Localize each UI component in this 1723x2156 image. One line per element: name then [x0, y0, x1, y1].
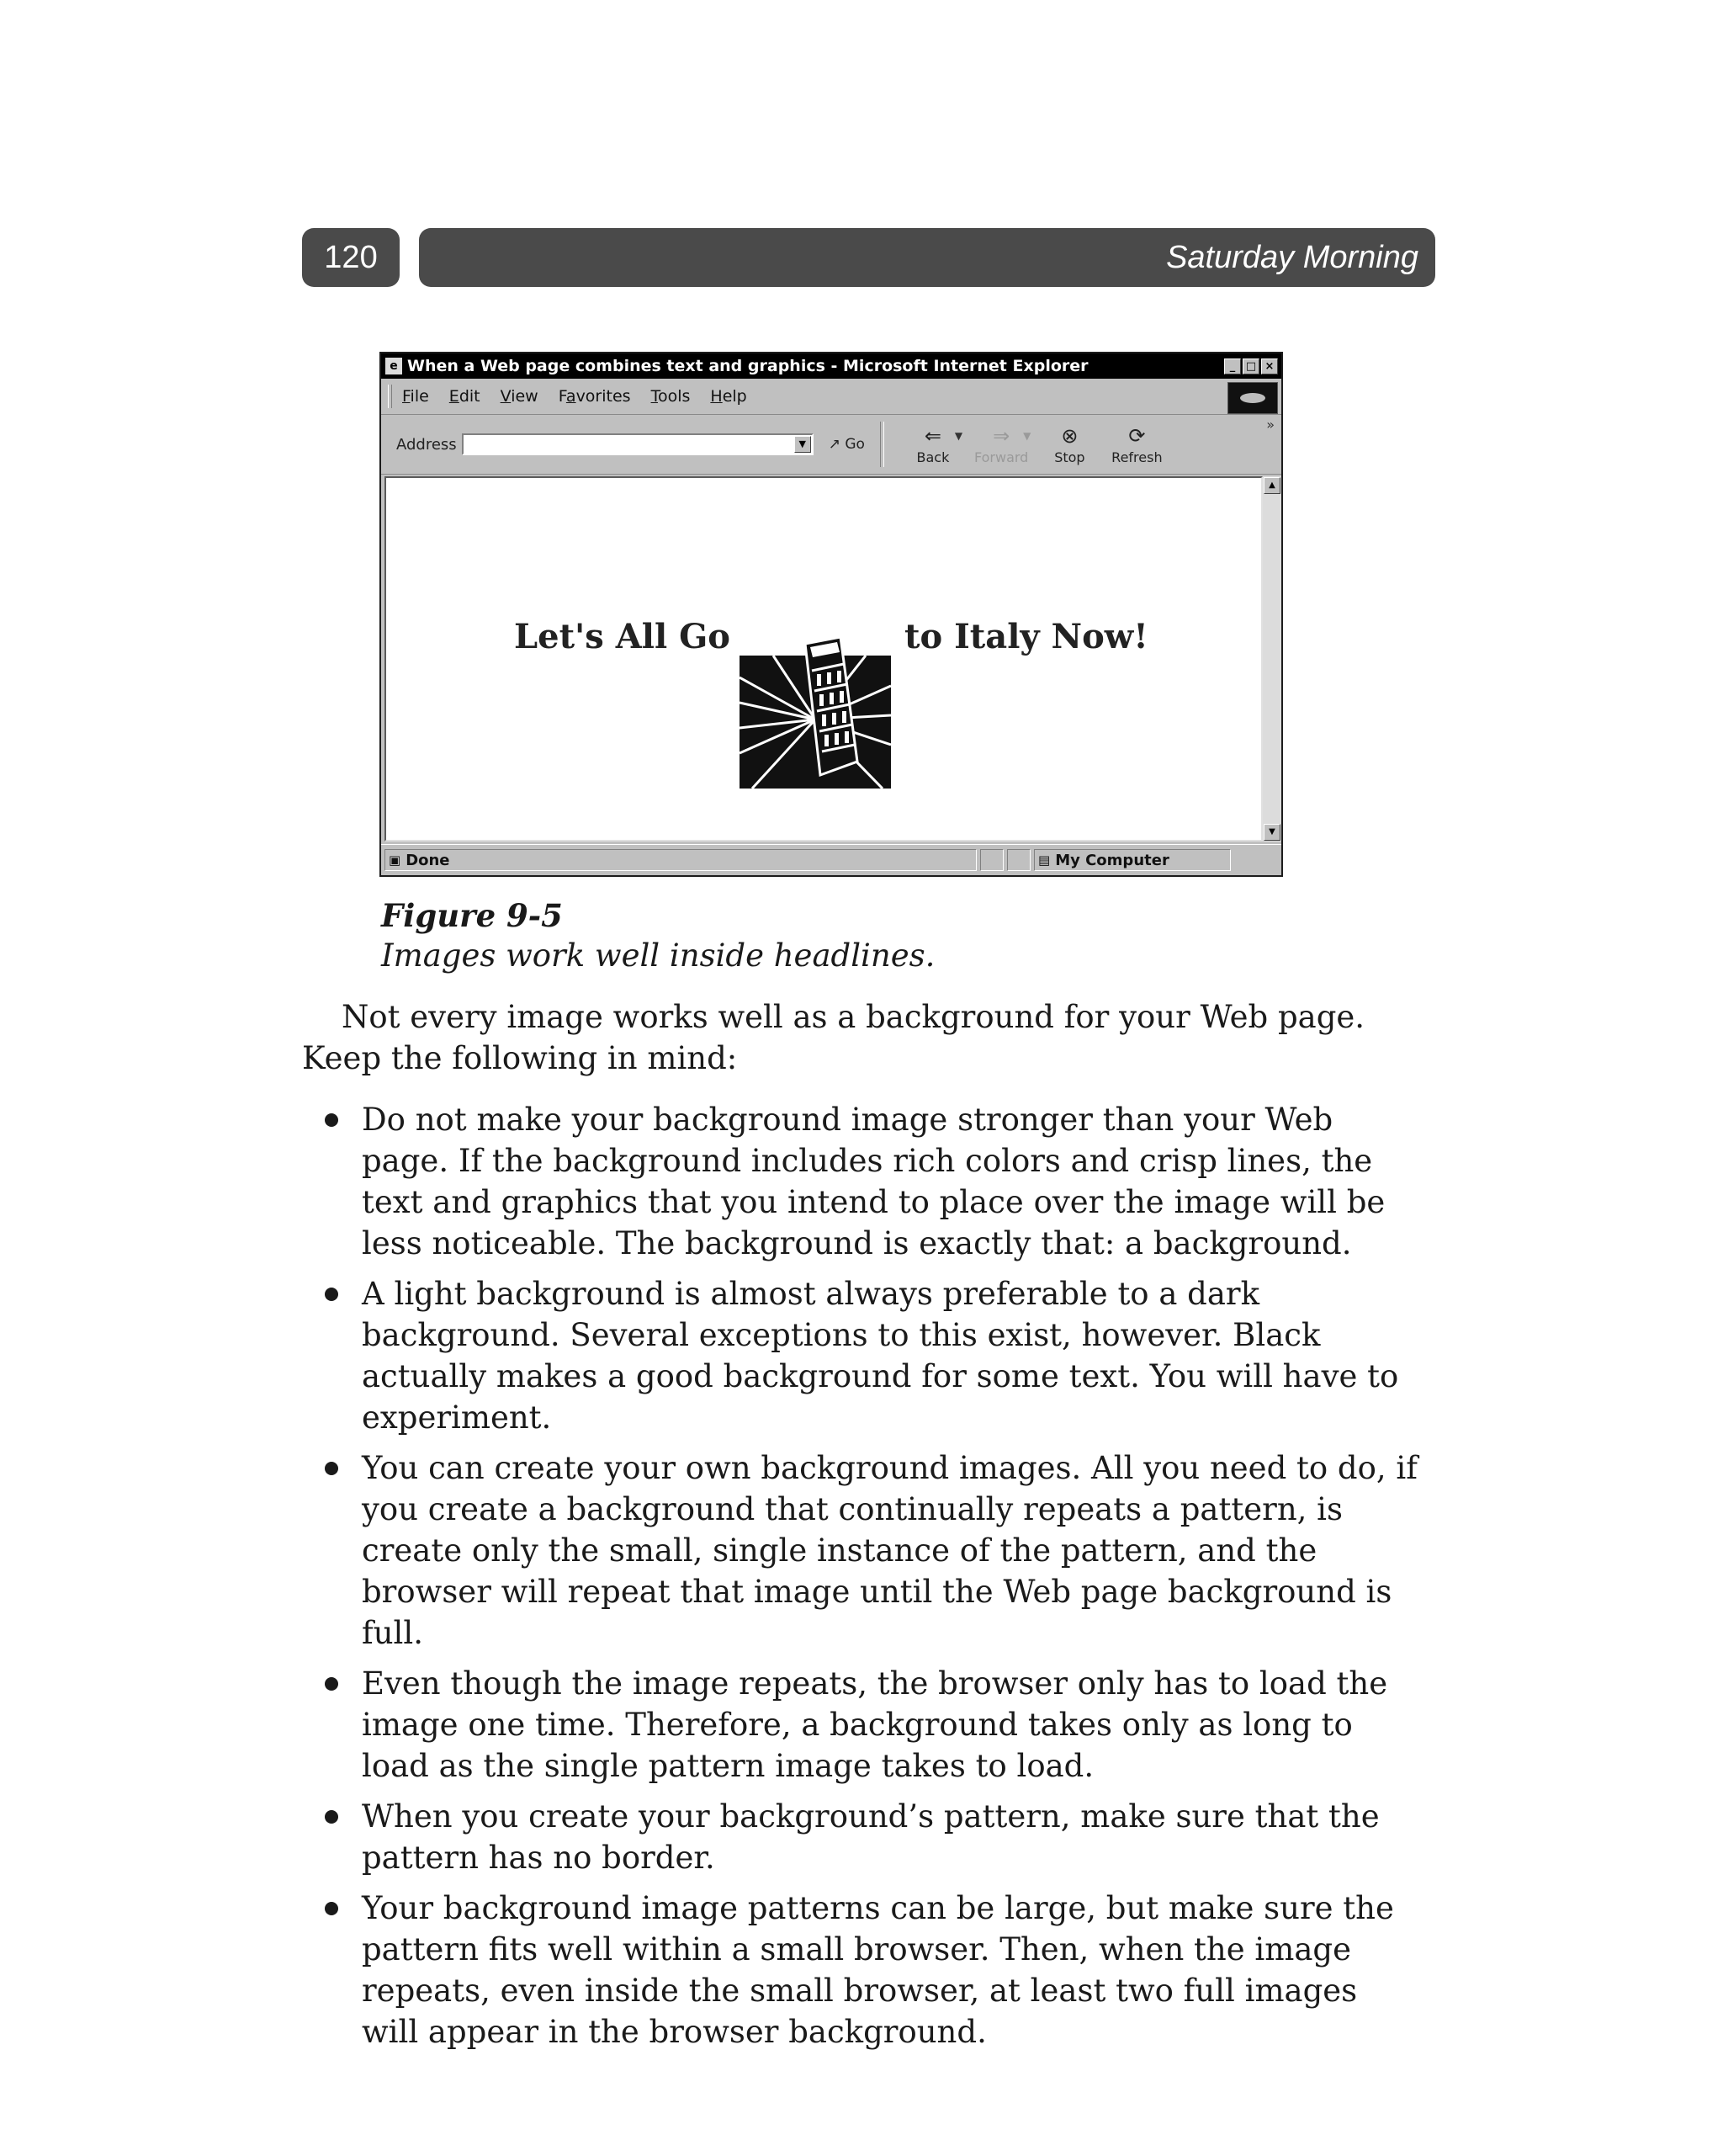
menu-file[interactable]: File: [402, 387, 429, 406]
menu-grip: [388, 385, 392, 408]
toolbar: [381, 415, 1281, 475]
go-label: Go: [845, 436, 865, 453]
refresh-icon: ⟳: [1128, 423, 1146, 448]
bullet-icon: [325, 1902, 338, 1915]
list-item: [302, 1447, 1421, 1654]
list-item-text: Do not make your background image stronger than your Web page. If the background includes rich colors and crisp lines, the text and graphics that you intend to place over the image will be less noticeable. The background is exactly that: a background.: [362, 1102, 1386, 1261]
scroll-up-icon[interactable]: ▲: [1264, 477, 1280, 494]
page-viewport: [384, 476, 1263, 842]
list-item: [302, 1796, 1421, 1878]
windows-logo-icon: [1227, 382, 1278, 414]
bullet-icon: [325, 1810, 338, 1824]
list-item-text: A light background is almost always preferable to a dark background. Several exceptions to this exist, however. Black actually makes a good background for some text. You will have to experiment.: [362, 1276, 1399, 1436]
menu-help[interactable]: Help: [710, 387, 747, 406]
scroll-down-icon[interactable]: ▼: [1264, 824, 1280, 841]
browser-window-figure: [379, 352, 1283, 877]
list-item: [302, 1888, 1421, 2052]
list-item-text: Your background image patterns can be large, but make sure the pattern fits well within a small browser. Then, when the image repeats, even inside the small browser, at least two full images will appear in the browser background.: [362, 1890, 1394, 2050]
status-security-cell: [1007, 849, 1031, 871]
refresh-button[interactable]: [1103, 424, 1170, 465]
intro-paragraph: Not every image works well as a background for your Web page. Keep the following in mind:: [302, 999, 1365, 1076]
close-icon[interactable]: ×: [1261, 358, 1278, 374]
page-number: 120: [302, 228, 400, 287]
headline-right-text: to Italy Now!: [904, 617, 1148, 656]
running-header: [419, 228, 1435, 287]
toolbar-separator: [880, 422, 884, 467]
more-chevron-icon[interactable]: »: [1266, 417, 1275, 433]
back-dropdown-icon[interactable]: ▼: [954, 430, 963, 442]
bullet-icon: [325, 1288, 338, 1301]
vertical-scrollbar[interactable]: [1263, 476, 1281, 842]
figure-caption: Images work well inside headlines.: [381, 937, 936, 974]
status-zone: My Computer: [1055, 851, 1169, 869]
section-title: Saturday Morning: [1166, 239, 1418, 275]
stop-button[interactable]: [1036, 424, 1103, 465]
list-item: [302, 1273, 1421, 1438]
chevron-down-icon[interactable]: ▼: [794, 436, 811, 453]
refresh-label: Refresh: [1111, 449, 1163, 465]
bullet-icon: [325, 1113, 338, 1127]
status-zone-cell: [1034, 849, 1231, 871]
address-label: Address: [396, 435, 457, 454]
bullet-list: [302, 1099, 1421, 2062]
maximize-icon[interactable]: □: [1243, 358, 1259, 374]
stop-icon: ⊗: [1061, 423, 1079, 448]
back-label: Back: [916, 449, 950, 465]
menu-tools[interactable]: Tools: [650, 387, 691, 406]
forward-label: Forward: [973, 449, 1029, 465]
figure-label: Figure 9-5: [381, 897, 563, 934]
back-arrow-icon: ⇐: [924, 423, 941, 448]
menu-view[interactable]: View: [500, 387, 538, 406]
status-progress-cell: [980, 849, 1004, 871]
menu-edit[interactable]: Edit: [448, 387, 480, 406]
status-done: Done: [406, 851, 450, 869]
list-item: [302, 1099, 1421, 1264]
headline-left-text: Let's All Go: [514, 617, 730, 656]
list-item-text: Even though the image repeats, the browser only has to load the image one time. Therefore, a background takes only as long to load as the single pattern image takes to load.: [362, 1665, 1388, 1784]
computer-icon: ▤: [1038, 852, 1051, 868]
menu-favorites[interactable]: Favorites: [558, 387, 631, 406]
forward-arrow-icon: ⇒: [993, 423, 1010, 448]
status-bar: [381, 844, 1281, 875]
bullet-icon: [325, 1677, 338, 1691]
stop-label: Stop: [1054, 449, 1085, 465]
menu-bar: [381, 379, 1281, 415]
window-title: When a Web page combines text and graphics - Microsoft Internet Explorer: [407, 357, 1089, 375]
title-bar: [381, 353, 1281, 379]
bullet-icon: [325, 1462, 338, 1475]
list-item-text: You can create your own background images. All you need to do, if you create a background that continually repeats a pattern, is create only the small, single instance of the pattern, and the browser will repeat that image until the Web page background is full.: [362, 1450, 1418, 1651]
address-input[interactable]: [462, 433, 814, 455]
go-arrow-icon: ↗: [828, 436, 840, 453]
status-text-cell: [384, 849, 977, 871]
list-item-text: When you create your background’s pattern, make sure that the pattern has no border.: [362, 1798, 1380, 1876]
leaning-tower-image: [740, 635, 891, 789]
list-item: [302, 1663, 1421, 1787]
forward-dropdown-icon[interactable]: ▼: [1023, 430, 1031, 442]
ie-icon: e: [385, 358, 402, 374]
minimize-icon[interactable]: _: [1224, 358, 1241, 374]
page-icon: ▣: [389, 852, 401, 868]
go-button[interactable]: [829, 436, 865, 453]
